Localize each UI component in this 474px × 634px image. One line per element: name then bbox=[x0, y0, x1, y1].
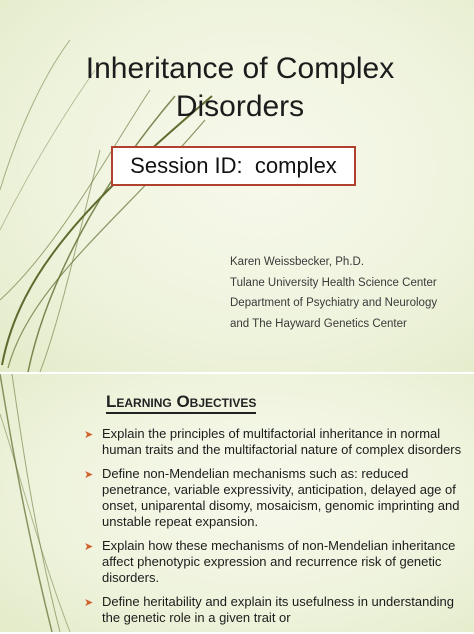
author-name: Karen Weissbecker, Ph.D. bbox=[230, 256, 365, 268]
arrow-bullet-icon: ➤ bbox=[84, 429, 94, 441]
list-item bbox=[84, 426, 466, 458]
objective-text: Define heritability and explain its usefulness in understanding the genetic role in a given trait or bbox=[102, 594, 454, 625]
objectives-list bbox=[84, 426, 466, 634]
arrow-bullet-icon: ➤ bbox=[84, 469, 94, 481]
author-affiliation-1: Tulane University Health Science Center bbox=[230, 277, 437, 289]
list-item bbox=[84, 594, 466, 626]
objective-text: Explain the principles of multifactorial inheritance in normal human traits and the multifactorial nature of complex disorders bbox=[102, 426, 462, 457]
list-item bbox=[84, 538, 466, 586]
list-item bbox=[84, 466, 466, 530]
slide-title: Inheritance of Complex Disorders bbox=[85, 52, 395, 123]
objective-text: Explain how these mechanisms of non-Mendelian inheritance affect phenotypic expression and recurrence risk of genetic disorders. bbox=[102, 538, 456, 585]
author-affiliation-2: Department of Psychiatry and Neurology bbox=[230, 297, 438, 309]
arrow-bullet-icon: ➤ bbox=[84, 541, 94, 553]
session-id-box: Session ID: complex bbox=[111, 146, 356, 186]
author-affiliation-3: and The Hayward Genetics Center bbox=[230, 318, 407, 330]
learning-objectives-heading: Learning Objectives bbox=[106, 392, 256, 414]
arrow-bullet-icon: ➤ bbox=[84, 597, 94, 609]
objective-text: Define non-Mendelian mechanisms such as: reduced penetrance, variable expressivity, anticipation, delayed age of onset, uniparental disomy, mosaicism, genomic imprinting and unstable repeat expansion. bbox=[102, 466, 460, 529]
